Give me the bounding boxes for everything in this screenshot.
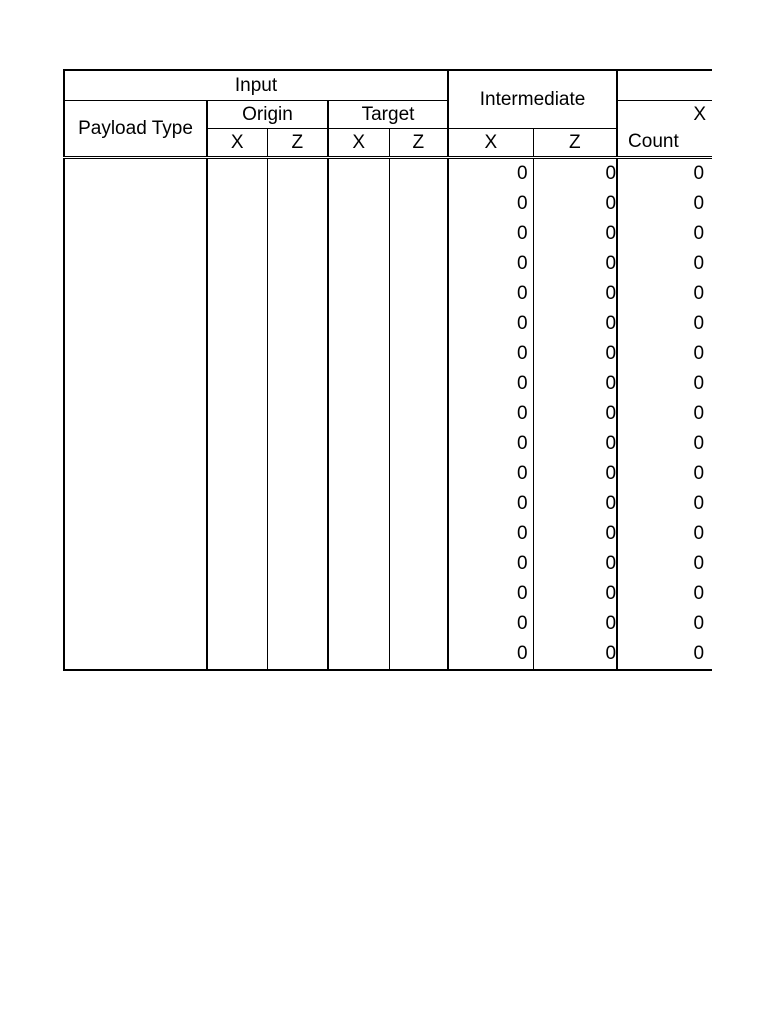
intermediate-x-cell: 0 (448, 459, 533, 489)
payload-type-cell (64, 219, 207, 249)
payload-type-cell (64, 549, 207, 579)
header-origin: Origin (207, 100, 328, 128)
target-z-cell (389, 399, 448, 429)
count-cell: 0 (617, 157, 712, 189)
origin-x-cell (207, 189, 267, 219)
intermediate-x-cell: 0 (448, 429, 533, 459)
intermediate-z-cell: 0 (533, 219, 617, 249)
header-output-top (617, 70, 712, 100)
header-payload-type: Payload Type (64, 100, 207, 157)
payload-type-cell (64, 399, 207, 429)
intermediate-z-cell: 0 (533, 369, 617, 399)
target-x-cell (328, 489, 389, 519)
payload-type-cell (64, 489, 207, 519)
count-cell: 0 (617, 219, 712, 249)
origin-z-cell (267, 249, 328, 279)
intermediate-z-cell: 0 (533, 157, 617, 189)
origin-x-cell (207, 579, 267, 609)
payload-table (63, 69, 712, 671)
target-x-cell (328, 249, 389, 279)
intermediate-x-cell: 0 (448, 579, 533, 609)
origin-z-cell (267, 639, 328, 670)
origin-z-cell (267, 399, 328, 429)
table-row (64, 157, 712, 189)
count-cell: 0 (617, 399, 712, 429)
intermediate-z-cell: 0 (533, 639, 617, 670)
intermediate-z-cell: 0 (533, 399, 617, 429)
target-z-cell (389, 279, 448, 309)
intermediate-z-cell: 0 (533, 459, 617, 489)
target-z-cell (389, 429, 448, 459)
payload-type-cell (64, 157, 207, 189)
table-row (64, 579, 712, 609)
intermediate-x-cell: 0 (448, 279, 533, 309)
target-z-cell (389, 609, 448, 639)
origin-z-cell (267, 279, 328, 309)
header-intermediate-z: Z (533, 128, 617, 157)
intermediate-z-cell: 0 (533, 579, 617, 609)
origin-x-cell (207, 157, 267, 189)
header-target-z: Z (389, 128, 448, 157)
target-z-cell (389, 309, 448, 339)
target-z-cell (389, 219, 448, 249)
origin-x-cell (207, 519, 267, 549)
table-row (64, 249, 712, 279)
payload-type-cell (64, 459, 207, 489)
origin-x-cell (207, 609, 267, 639)
target-x-cell (328, 399, 389, 429)
target-x-cell (328, 579, 389, 609)
count-cell: 0 (617, 249, 712, 279)
intermediate-x-cell: 0 (448, 489, 533, 519)
target-x-cell (328, 519, 389, 549)
target-z-cell (389, 519, 448, 549)
target-z-cell (389, 489, 448, 519)
count-cell: 0 (617, 339, 712, 369)
origin-z-cell (267, 219, 328, 249)
target-z-cell (389, 579, 448, 609)
target-x-cell (328, 639, 389, 670)
target-z-cell (389, 249, 448, 279)
table-row (64, 519, 712, 549)
intermediate-x-cell: 0 (448, 249, 533, 279)
table-row (64, 189, 712, 219)
table-row (64, 399, 712, 429)
header-intermediate-x: X (448, 128, 533, 157)
intermediate-x-cell: 0 (448, 369, 533, 399)
table-row (64, 309, 712, 339)
table-row (64, 489, 712, 519)
origin-z-cell (267, 519, 328, 549)
target-x-cell (328, 549, 389, 579)
count-cell: 0 (617, 309, 712, 339)
target-x-cell (328, 219, 389, 249)
payload-type-cell (64, 609, 207, 639)
intermediate-x-cell: 0 (448, 309, 533, 339)
intermediate-z-cell: 0 (533, 429, 617, 459)
intermediate-x-cell: 0 (448, 339, 533, 369)
payload-type-cell (64, 309, 207, 339)
target-x-cell (328, 189, 389, 219)
intermediate-z-cell: 0 (533, 609, 617, 639)
count-cell: 0 (617, 519, 712, 549)
spreadsheet-page (63, 69, 707, 675)
origin-x-cell (207, 489, 267, 519)
target-x-cell (328, 429, 389, 459)
table-row (64, 459, 712, 489)
origin-x-cell (207, 429, 267, 459)
intermediate-x-cell: 0 (448, 609, 533, 639)
origin-x-cell (207, 549, 267, 579)
header-origin-x: X (207, 128, 267, 157)
table-row (64, 339, 712, 369)
count-cell: 0 (617, 609, 712, 639)
intermediate-z-cell: 0 (533, 339, 617, 369)
intermediate-z-cell: 0 (533, 549, 617, 579)
table-row (64, 429, 712, 459)
header-count: Count (617, 128, 712, 157)
origin-x-cell (207, 309, 267, 339)
payload-type-cell (64, 369, 207, 399)
target-z-cell (389, 639, 448, 670)
count-cell: 0 (617, 429, 712, 459)
target-z-cell (389, 339, 448, 369)
payload-type-cell (64, 339, 207, 369)
origin-z-cell (267, 429, 328, 459)
header-output-x: X (617, 100, 712, 128)
target-z-cell (389, 189, 448, 219)
origin-x-cell (207, 459, 267, 489)
origin-z-cell (267, 369, 328, 399)
count-cell: 0 (617, 279, 712, 309)
table-row (64, 279, 712, 309)
intermediate-x-cell: 0 (448, 157, 533, 189)
payload-type-cell (64, 429, 207, 459)
count-cell: 0 (617, 459, 712, 489)
header-origin-z: Z (267, 128, 328, 157)
origin-x-cell (207, 279, 267, 309)
origin-x-cell (207, 399, 267, 429)
count-cell: 0 (617, 549, 712, 579)
origin-z-cell (267, 609, 328, 639)
origin-z-cell (267, 309, 328, 339)
payload-type-cell (64, 249, 207, 279)
intermediate-x-cell: 0 (448, 189, 533, 219)
table-row (64, 639, 712, 670)
intermediate-x-cell: 0 (448, 639, 533, 670)
origin-x-cell (207, 249, 267, 279)
target-x-cell (328, 309, 389, 339)
origin-x-cell (207, 369, 267, 399)
count-cell: 0 (617, 639, 712, 670)
target-x-cell (328, 459, 389, 489)
count-cell: 0 (617, 489, 712, 519)
target-x-cell (328, 279, 389, 309)
target-z-cell (389, 549, 448, 579)
intermediate-z-cell: 0 (533, 519, 617, 549)
count-cell: 0 (617, 369, 712, 399)
intermediate-z-cell: 0 (533, 489, 617, 519)
origin-x-cell (207, 639, 267, 670)
count-cell: 0 (617, 189, 712, 219)
intermediate-x-cell: 0 (448, 219, 533, 249)
payload-type-cell (64, 279, 207, 309)
origin-x-cell (207, 219, 267, 249)
origin-x-cell (207, 339, 267, 369)
table-row (64, 549, 712, 579)
target-x-cell (328, 157, 389, 189)
intermediate-x-cell: 0 (448, 399, 533, 429)
origin-z-cell (267, 579, 328, 609)
target-x-cell (328, 369, 389, 399)
target-z-cell (389, 369, 448, 399)
origin-z-cell (267, 489, 328, 519)
header-input: Input (64, 70, 448, 100)
origin-z-cell (267, 189, 328, 219)
target-z-cell (389, 459, 448, 489)
header-intermediate: Intermediate (448, 70, 617, 128)
intermediate-z-cell: 0 (533, 309, 617, 339)
table-row (64, 369, 712, 399)
intermediate-x-cell: 0 (448, 549, 533, 579)
origin-z-cell (267, 157, 328, 189)
target-x-cell (328, 339, 389, 369)
payload-type-cell (64, 519, 207, 549)
table-row (64, 609, 712, 639)
payload-type-cell (64, 639, 207, 670)
payload-type-cell (64, 189, 207, 219)
origin-z-cell (267, 459, 328, 489)
intermediate-z-cell: 0 (533, 249, 617, 279)
origin-z-cell (267, 549, 328, 579)
intermediate-z-cell: 0 (533, 279, 617, 309)
origin-z-cell (267, 339, 328, 369)
count-cell: 0 (617, 579, 712, 609)
header-target-x: X (328, 128, 389, 157)
table-row (64, 219, 712, 249)
target-x-cell (328, 609, 389, 639)
intermediate-x-cell: 0 (448, 519, 533, 549)
header-target: Target (328, 100, 448, 128)
payload-type-cell (64, 579, 207, 609)
intermediate-z-cell: 0 (533, 189, 617, 219)
target-z-cell (389, 157, 448, 189)
